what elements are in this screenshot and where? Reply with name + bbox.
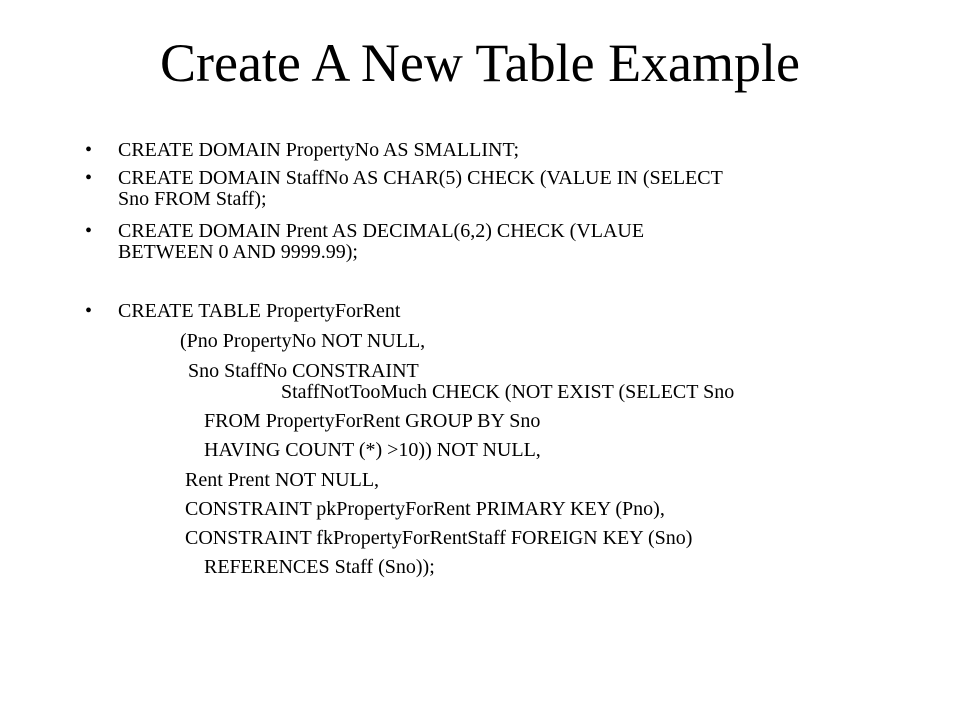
- slide-title: Create A New Table Example: [159, 33, 800, 93]
- bullet-marker: •: [85, 220, 93, 242]
- bullet-line: CREATE DOMAIN Prent AS DECIMAL(6,2) CHECK (VLAUE: [118, 220, 645, 242]
- sql-line: REFERENCES Staff (Sno));: [204, 556, 435, 578]
- sql-line: Sno StaffNo CONSTRAINT: [188, 360, 419, 382]
- bullet-line: Sno FROM Staff);: [118, 188, 267, 210]
- bullet-line: CREATE DOMAIN PropertyNo AS SMALLINT;: [118, 139, 520, 161]
- bullet-line: CREATE DOMAIN StaffNo AS CHAR(5) CHECK (VALUE IN (SELECT: [118, 167, 723, 189]
- sql-line: Rent Prent NOT NULL,: [185, 469, 380, 491]
- bullet-marker: •: [85, 300, 93, 322]
- bullet-marker: •: [85, 167, 93, 189]
- sql-line: FROM PropertyForRent GROUP BY Sno: [204, 410, 541, 432]
- sql-line: CONSTRAINT pkPropertyForRent PRIMARY KEY (Pno),: [185, 498, 665, 520]
- bullet-line: BETWEEN 0 AND 9999.99);: [118, 241, 358, 263]
- bullet-marker: •: [85, 139, 93, 161]
- sql-line: CONSTRAINT fkPropertyForRentStaff FOREIGN KEY (Sno): [185, 527, 693, 549]
- sql-line: (Pno PropertyNo NOT NULL,: [180, 330, 426, 352]
- sql-line: StaffNotTooMuch CHECK (NOT EXIST (SELECT Sno: [281, 381, 735, 403]
- bullet-line: CREATE TABLE PropertyForRent: [118, 300, 401, 322]
- sql-line: HAVING COUNT (*) >10)) NOT NULL,: [204, 439, 541, 461]
